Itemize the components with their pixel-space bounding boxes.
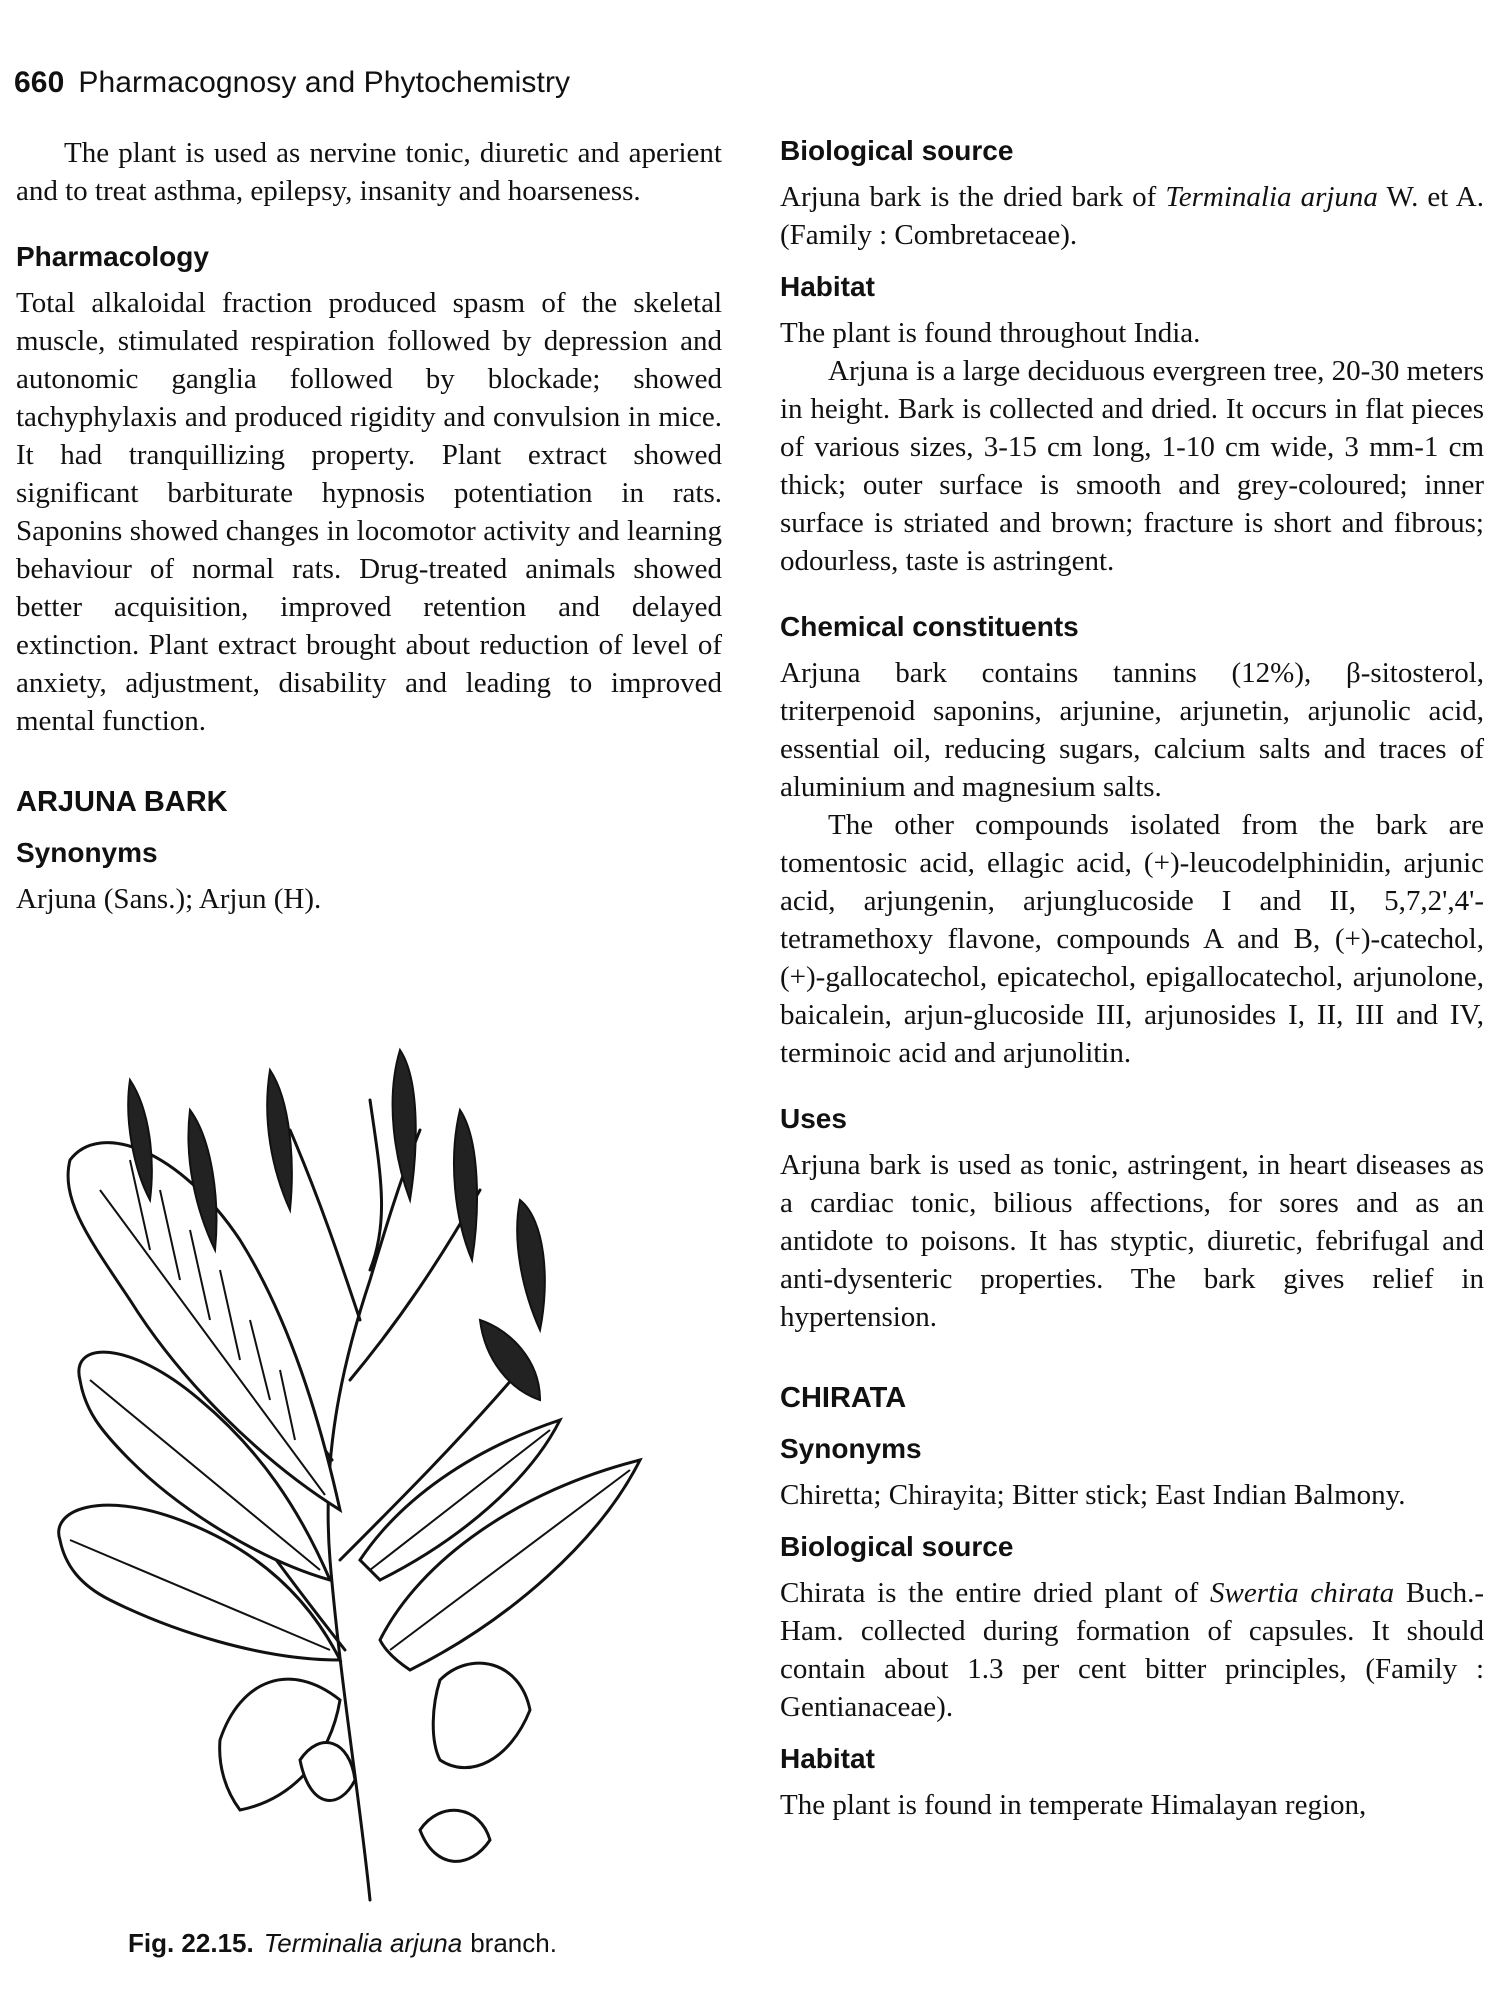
book-title: Pharmacognosy and Phytochemistry: [78, 66, 571, 99]
chem-text-1: Arjuna bark contains tannins (12%), β-sitosterol, triterpenoid saponins, arjunine, arjunetin, arjunolic acid, essential oil, reducing sugars, calcium salts and traces of aluminium and magnesium salts.: [780, 657, 1484, 803]
pharmacology-paragraph: Total alkaloidal fraction produced spasm of the skeletal muscle, stimulated respiration followed by depression and autonomic ganglia followed by blockade; showed tachyphylaxis and produced rigidity and convulsion in mice. It had tranquillizing property. Plant extract showed significant barbiturate hypnosis potentiation in rats. Saponins showed changes in locomotor activity and learning behaviour of normal rats. Drug-treated animals showed better acquisition, improved retention and delayed extinction. Plant extract brought about reduction of level of anxiety, adjustment, disability and leading to improved mental function.: [16, 287, 722, 737]
chirata-bio-heading: Biological source: [780, 1531, 1014, 1562]
arjuna-bio-post: W. et A. (Family : Combretaceae).: [780, 181, 1484, 251]
arjuna-habitat-heading: Habitat: [780, 271, 875, 302]
figure-caption: [128, 1928, 557, 1959]
arjuna-habitat-text-2: Arjuna is a large deciduous evergreen tree, 20-30 meters in height. Bark is collected and dried. It occurs in flat pieces of various sizes, 3-15 cm long, 1-10 cm wide, 3 mm-1 cm thick; outer surface is smooth and grey-coloured; inner surface is striated and brown; fracture is short and fibrous; odourless, taste is astringent.: [780, 355, 1484, 577]
chem-heading: Chemical constituents: [780, 611, 1079, 642]
chirata-bio-paragraph: [780, 1574, 1484, 1726]
arjuna-bio-heading: Biological source: [780, 135, 1014, 166]
running-head: [14, 66, 570, 100]
chirata-bio-species: Swertia chirata: [1210, 1577, 1395, 1609]
arjuna-branch-figure: [40, 1040, 720, 1940]
arjuna-synonyms-heading: Synonyms: [16, 837, 158, 868]
chirata-habitat-heading: Habitat: [780, 1743, 875, 1774]
right-column: [780, 134, 1484, 1824]
arjuna-bio-pre: Arjuna bark is the dried bark of: [780, 181, 1166, 213]
arjuna-bio-species: Terminalia arjuna: [1165, 181, 1378, 213]
chirata-synonyms-text: Chiretta; Chirayita; Bitter stick; East Indian Balmony.: [780, 1479, 1406, 1511]
arjuna-synonyms-text: Arjuna (Sans.); Arjun (H).: [16, 883, 322, 915]
chirata-heading: CHIRATA: [780, 1382, 907, 1414]
chirata-bio-pre: Chirata is the entire dried plant of: [780, 1577, 1211, 1609]
arjuna-bark-heading: ARJUNA BARK: [16, 786, 228, 818]
page-number: 660: [14, 66, 65, 99]
uses-text: Arjuna bark is used as tonic, astringent, in heart diseases as a cardiac tonic, bilious affections, for sores and as an antidote to poisons. It has styptic, diuretic, febrifugal and anti-dysenteric properties. The bark gives relief in hypertension.: [780, 1149, 1484, 1333]
intro-paragraph: The plant is used as nervine tonic, diuretic and aperient and to treat asthma, epilepsy, insanity and hoarseness.: [16, 137, 722, 207]
chirata-bio-post: Buch.-Ham. collected during formation of capsules. It should contain about 1.3 per cent bitter principles, (Family : Gentianaceae).: [780, 1577, 1484, 1723]
arjuna-branch-illustration: [40, 1040, 720, 1920]
pharmacology-heading: Pharmacology: [16, 241, 209, 272]
uses-heading: Uses: [780, 1103, 847, 1134]
chirata-habitat-text: The plant is found in temperate Himalayan region,: [780, 1789, 1367, 1821]
chem-text-2: The other compounds isolated from the bark are tomentosic acid, ellagic acid, (+)-leucodelphinidin, arjunic acid, arjungenin, arjunglucoside I and II, 5,7,2',4'-tetramethoxy flavone, compounds A and B, (+)-catechol, (+)-gallocatechol, epicatechol, epigallocatechol, arjunolone, baicalein, arjun-glucoside III, arjunosides I, II, III and IV, terminoic acid and arjunolitin.: [780, 809, 1484, 1069]
arjuna-bio-paragraph: [780, 178, 1484, 254]
left-column: [16, 134, 722, 918]
figure-species: Terminalia arjuna: [263, 1928, 463, 1958]
arjuna-habitat-text-1: The plant is found throughout India.: [780, 317, 1201, 349]
figure-suffix: branch.: [470, 1928, 557, 1958]
chirata-synonyms-heading: Synonyms: [780, 1433, 922, 1464]
figure-label: Fig. 22.15.: [128, 1928, 254, 1958]
